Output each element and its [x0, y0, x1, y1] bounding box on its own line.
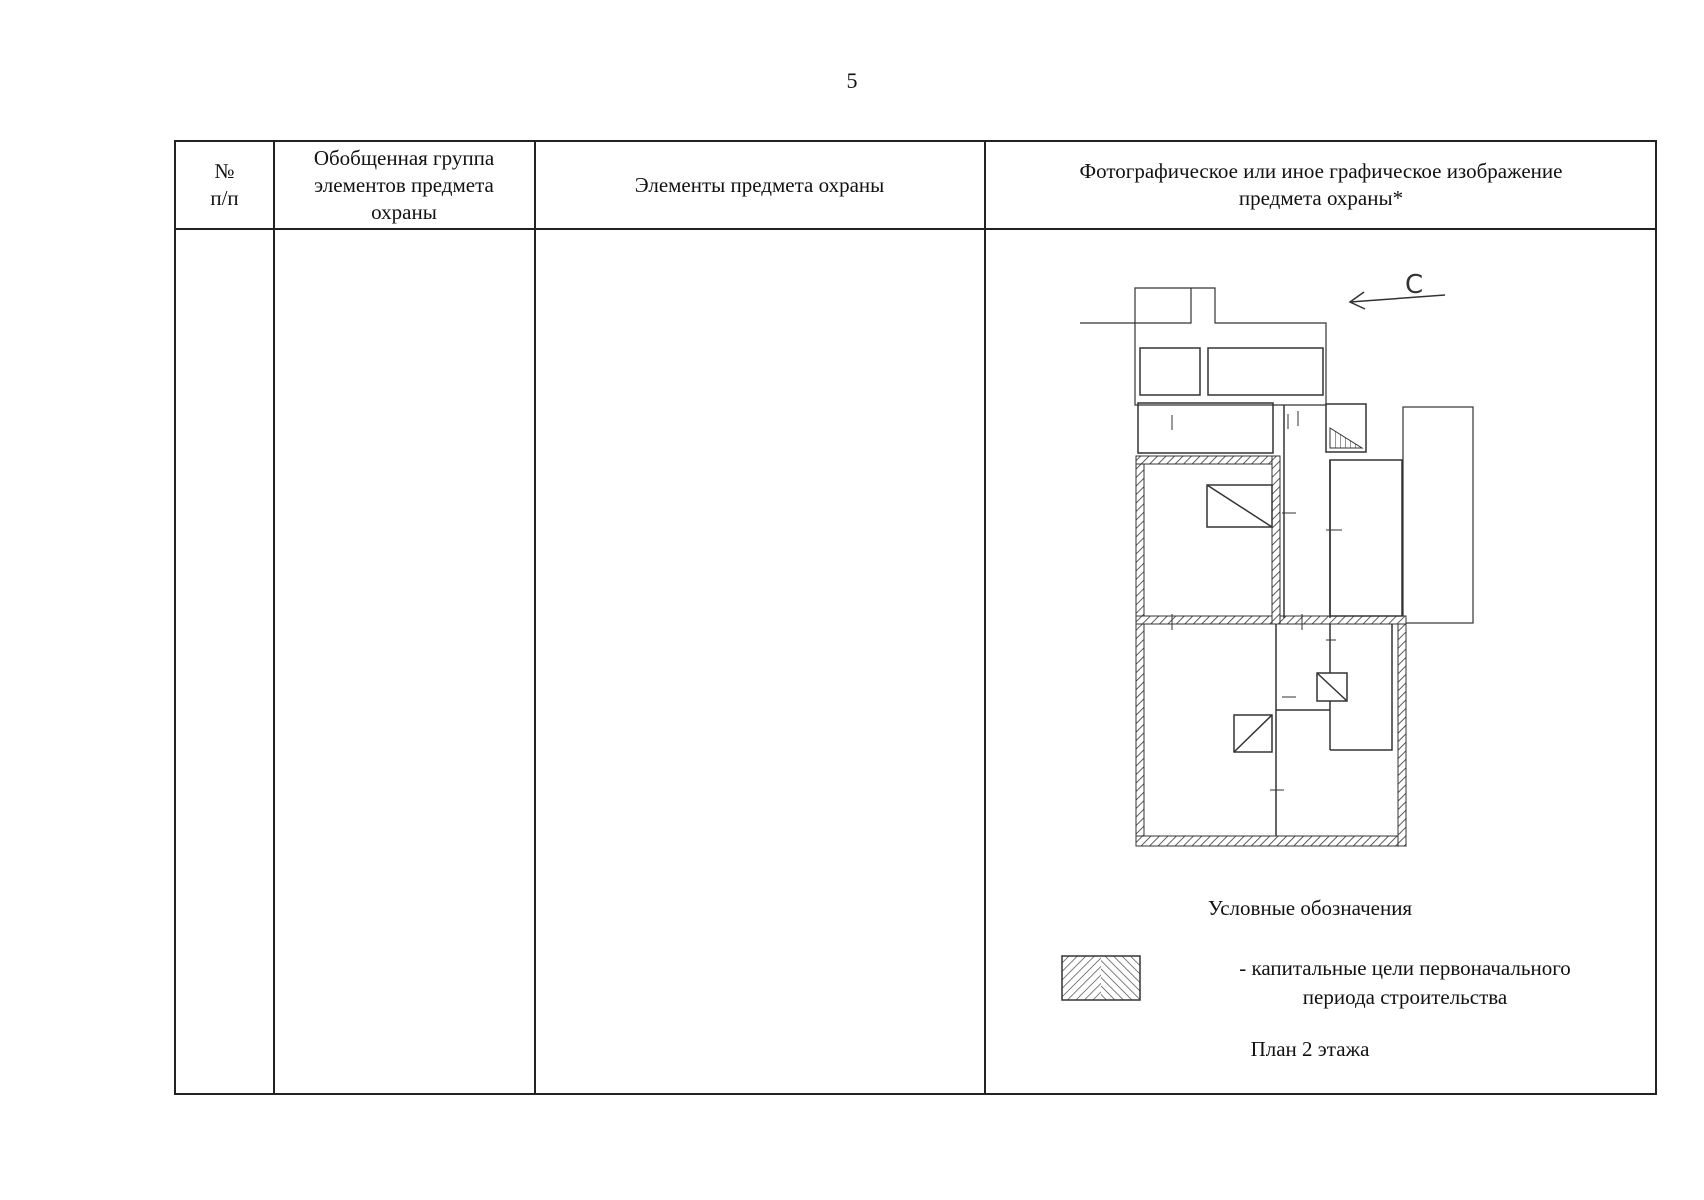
room	[1138, 403, 1273, 453]
legend-line: периода строительства	[1302, 985, 1508, 1009]
north-mark-label: С	[1405, 270, 1424, 300]
header-number	[176, 142, 273, 228]
header-group	[274, 142, 534, 228]
page-number: 5	[846, 68, 858, 93]
room	[1208, 348, 1323, 395]
stove-icon	[1234, 715, 1272, 752]
north-arrow-icon	[1350, 292, 1445, 309]
stove-icon	[1317, 673, 1347, 701]
column-divider	[273, 142, 275, 1093]
legend-description	[1195, 954, 1615, 1012]
column-divider	[984, 142, 986, 1093]
column-divider	[534, 142, 536, 1093]
building-contour	[1135, 288, 1326, 405]
header-divider	[176, 228, 1655, 230]
capital-wall-hatch-icon	[1061, 955, 1141, 1001]
header-line: п/п	[210, 186, 239, 210]
legend-line: - капитальные цели первоначального	[1239, 956, 1571, 980]
header-elements	[535, 142, 984, 228]
floor-plan-drawing	[1080, 270, 1520, 870]
header-line: предмета охраны*	[1238, 186, 1404, 210]
legend-title: Условные обозначения	[1207, 896, 1413, 920]
stair-icon	[1330, 428, 1362, 448]
stove-icon	[1207, 485, 1272, 527]
header-line: Элементы предмета охраны	[634, 172, 885, 197]
annex-contour	[1403, 407, 1473, 623]
header-image	[985, 142, 1657, 228]
plan-caption: План 2 этажа	[1250, 1037, 1370, 1061]
header-line: Фотографическое или иное графическое изображение	[1079, 159, 1563, 183]
header-line: Обобщенная группа	[313, 145, 495, 170]
header-line: охраны	[371, 199, 437, 224]
header-line: элементов предмета	[314, 172, 494, 197]
header-line: №	[214, 159, 235, 183]
room	[1140, 348, 1200, 395]
